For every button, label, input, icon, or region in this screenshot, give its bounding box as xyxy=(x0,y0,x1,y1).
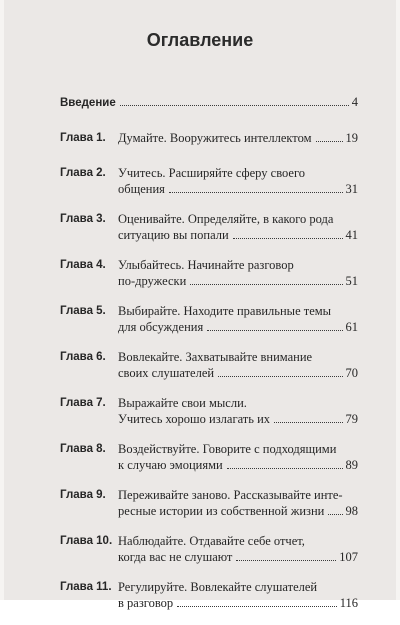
toc-entry-title-cont: для обсуждения xyxy=(118,320,204,334)
toc-entry-title: Учитесь. Расширяйте сферу своего xyxy=(118,166,306,180)
toc-entry-label: Введение xyxy=(60,97,116,109)
leader-dots xyxy=(177,606,337,607)
toc-page-number: 89 xyxy=(345,458,358,472)
toc-page-number: 19 xyxy=(345,131,358,145)
page-title: Оглавление xyxy=(146,30,254,50)
leader-dots xyxy=(218,376,342,377)
toc-page-number: 107 xyxy=(339,550,358,564)
toc-entry-title: Вовлекайте. Захватывайте внимание xyxy=(118,350,313,364)
toc-page-number: 61 xyxy=(345,320,358,334)
leader-dots xyxy=(190,284,342,285)
toc-entry-label: Глава 10. xyxy=(60,535,113,547)
toc-page-number: 41 xyxy=(345,228,358,242)
toc-entry-title: Выражайте свои мысли. xyxy=(118,396,247,410)
toc-entry-title-cont: своих слушателей xyxy=(118,366,215,380)
table-of-contents xyxy=(60,94,358,625)
toc-entry-chapter-3 xyxy=(60,211,358,243)
leader-dots xyxy=(120,105,349,106)
toc-page-number: 98 xyxy=(345,504,358,518)
toc-entry-label: Глава 3. xyxy=(60,213,106,225)
toc-entry-label: Глава 5. xyxy=(60,305,106,317)
toc-entry-title: Думайте. Вооружитесь интеллектом xyxy=(118,131,312,145)
toc-entry-chapter-10 xyxy=(60,533,358,565)
toc-entry-title-cont: в разговор xyxy=(118,596,174,610)
leader-dots xyxy=(227,468,343,469)
toc-entry-title-cont: ситуацию вы попали xyxy=(118,228,229,242)
toc-entry-chapter-11 xyxy=(60,579,358,611)
toc-page-number: 51 xyxy=(345,274,358,288)
toc-page-number: 70 xyxy=(345,366,358,380)
toc-entry-title-cont: по-дружески xyxy=(118,274,187,288)
toc-entry-label: Глава 2. xyxy=(60,167,106,179)
toc-entry-label: Глава 4. xyxy=(60,259,106,271)
page-edge-left xyxy=(0,0,4,600)
toc-entry-title: Воздействуйте. Говорите с подходящими xyxy=(118,442,337,456)
toc-entry-title-cont: к случаю эмоциями xyxy=(118,458,223,472)
leader-dots xyxy=(236,560,336,561)
toc-entry-label: Глава 9. xyxy=(60,489,106,501)
toc-entry-label: Глава 11. xyxy=(60,581,112,593)
toc-entry-title: Выбирайте. Находите правильные темы xyxy=(118,304,332,318)
leader-dots xyxy=(233,238,343,239)
toc-entry-title: Переживайте заново. Рассказывайте инте- xyxy=(118,488,343,502)
toc-entry-title-cont: Учитесь хорошо излагать их xyxy=(118,412,271,426)
leader-dots xyxy=(169,192,343,193)
toc-entry-title-cont: когда вас не слушают xyxy=(118,550,233,564)
leader-dots xyxy=(316,141,343,142)
leader-dots xyxy=(207,330,342,331)
toc-page-number: 4 xyxy=(351,95,358,109)
toc-entry-label: Глава 6. xyxy=(60,351,106,363)
toc-entry-title: Оценивайте. Определяйте, в какого рода xyxy=(118,212,334,226)
leader-dots xyxy=(274,422,342,423)
toc-entry-title: Улыбайтесь. Начинайте разговор xyxy=(118,258,294,272)
toc-entry-chapter-6 xyxy=(60,349,358,381)
toc-entry-chapter-7 xyxy=(60,395,358,427)
toc-page-number: 116 xyxy=(339,596,358,610)
toc-entry-label: Глава 7. xyxy=(60,397,106,409)
toc-entry-label: Глава 8. xyxy=(60,443,106,455)
toc-entry-chapter-5 xyxy=(60,303,358,335)
toc-entry-title-cont: ресные истории из собственной жизни xyxy=(118,504,325,518)
toc-entry-chapter-8 xyxy=(60,441,358,473)
toc-entry-title-cont: общения xyxy=(118,182,165,196)
leader-dots xyxy=(328,514,342,515)
toc-entry-chapter-4 xyxy=(60,257,358,289)
toc-page-number: 31 xyxy=(345,182,358,196)
toc-entry-chapter-1 xyxy=(60,130,358,146)
toc-entry-title: Наблюдайте. Отдавайте себе отчет, xyxy=(118,534,305,548)
toc-entry-label: Глава 1. xyxy=(60,132,106,144)
page-edge-right xyxy=(396,0,400,600)
toc-entry-chapter-9 xyxy=(60,487,358,519)
toc-entry-title: Регулируйте. Вовлекайте слушателей xyxy=(118,580,318,594)
toc-entry-chapter-2 xyxy=(60,165,358,197)
toc-page-number: 79 xyxy=(345,412,358,426)
toc-entry-intro xyxy=(60,94,358,111)
